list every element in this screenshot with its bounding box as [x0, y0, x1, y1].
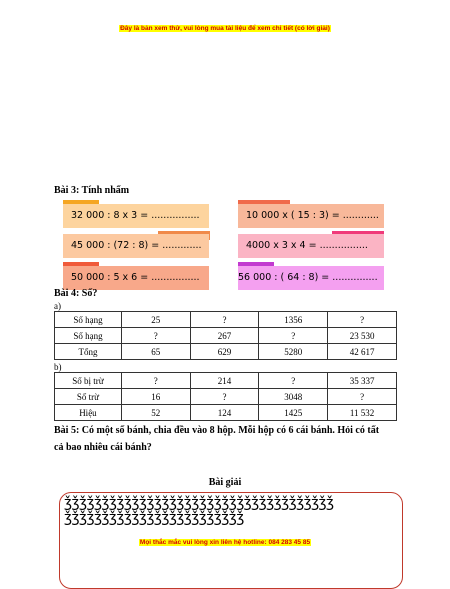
table-row — [55, 373, 397, 389]
bai5-problem-line1: Bài 5: Có một số bánh, chia đều vào 8 hộp. Mỗi hộp có 6 cái bánh. Hỏi có tất — [54, 425, 380, 436]
expression-text: 4000 x 3 x 4 = ................ — [246, 240, 368, 251]
bai3-title: Bài 3: Tính nhẩm — [54, 185, 130, 196]
table-cell: 65 — [121, 344, 190, 360]
table-cell: 25 — [121, 312, 190, 328]
addition-table — [54, 311, 397, 360]
table-cell: ? — [328, 389, 397, 405]
hotline-notice — [0, 539, 450, 546]
subtraction-table — [54, 372, 397, 421]
table-cell: 52 — [121, 405, 190, 421]
preview-notice-text: Đây là bản xem thử, vui lòng mua tài liệu để xem chi tiết (có lời giải) — [120, 25, 330, 32]
part-b-label: b) — [54, 362, 62, 372]
table-cell: 23 530 — [328, 328, 397, 344]
expression-card-4 — [238, 234, 384, 258]
table-cell: Số bị trừ — [55, 373, 122, 389]
expression-text: 32 000 : 8 x 3 = ................ — [71, 210, 200, 221]
table-cell: 5280 — [259, 344, 328, 360]
expression-text: 56 000 : ( 64 : 8) = ............... — [238, 272, 378, 283]
part-a-label: a) — [54, 301, 61, 311]
table-cell: 35 337 — [328, 373, 397, 389]
table-cell: ? — [259, 328, 328, 344]
table-cell: Số hạng — [55, 312, 122, 328]
table-cell: Số hạng — [55, 328, 122, 344]
preview-notice — [0, 25, 450, 32]
table-row — [55, 328, 397, 344]
table-cell: 629 — [190, 344, 259, 360]
table-row — [55, 312, 397, 328]
table-cell: 214 — [190, 373, 259, 389]
table-cell: 1356 — [259, 312, 328, 328]
expression-card-5 — [63, 266, 209, 290]
table-cell: ? — [121, 328, 190, 344]
table-cell: ? — [328, 312, 397, 328]
hotline-notice-text: Mọi thắc mắc vui lòng xin liên hệ hotline: 084 283 45 85 — [139, 539, 311, 546]
expression-text: 50 000 : 5 x 6 = ................ — [71, 272, 200, 283]
expression-text: 10 000 x ( 15 : 3) = ............ — [246, 210, 379, 221]
table-row — [55, 405, 397, 421]
table-cell: 1425 — [259, 405, 328, 421]
table-cell: Số trừ — [55, 389, 122, 405]
expression-card-3 — [63, 234, 209, 258]
table-cell: ? — [259, 373, 328, 389]
table-cell: 42 617 — [328, 344, 397, 360]
table-cell: ? — [190, 389, 259, 405]
table-cell: 124 — [190, 405, 259, 421]
expression-card-2 — [238, 204, 384, 228]
expression-text: 45 000 : (72 : 8) = ............. — [71, 240, 202, 251]
table-cell: Hiệu — [55, 405, 122, 421]
expression-card-1 — [63, 204, 209, 228]
table-cell: 16 — [121, 389, 190, 405]
table-cell: ? — [121, 373, 190, 389]
expression-card-6 — [238, 266, 384, 290]
solution-title: Bài giải — [208, 477, 242, 488]
table-cell: 267 — [190, 328, 259, 344]
bai5-problem-line2: cả bao nhiêu cái bánh? — [54, 442, 152, 453]
table-cell: 3048 — [259, 389, 328, 405]
table-row — [55, 389, 397, 405]
answer-line-2: ǯǯǯǯǯǯǯǯǯǯǯǯǯǯǯǯǯǯǯǯǯǯǯǯ — [64, 510, 244, 526]
bai4-title: Bài 4: Số? — [54, 288, 98, 299]
table-cell: Tổng — [55, 344, 122, 360]
table-row — [55, 344, 397, 360]
table-cell: 11 532 — [328, 405, 397, 421]
answer-line-1: ǯǯǯǯǯǯǯǯǯǯǯǯǯǯǯǯǯǯǯǯǯǯǯǯǯǯǯǯǯǯǯǯǯǯǯǯ — [64, 495, 334, 511]
table-cell: ? — [190, 312, 259, 328]
